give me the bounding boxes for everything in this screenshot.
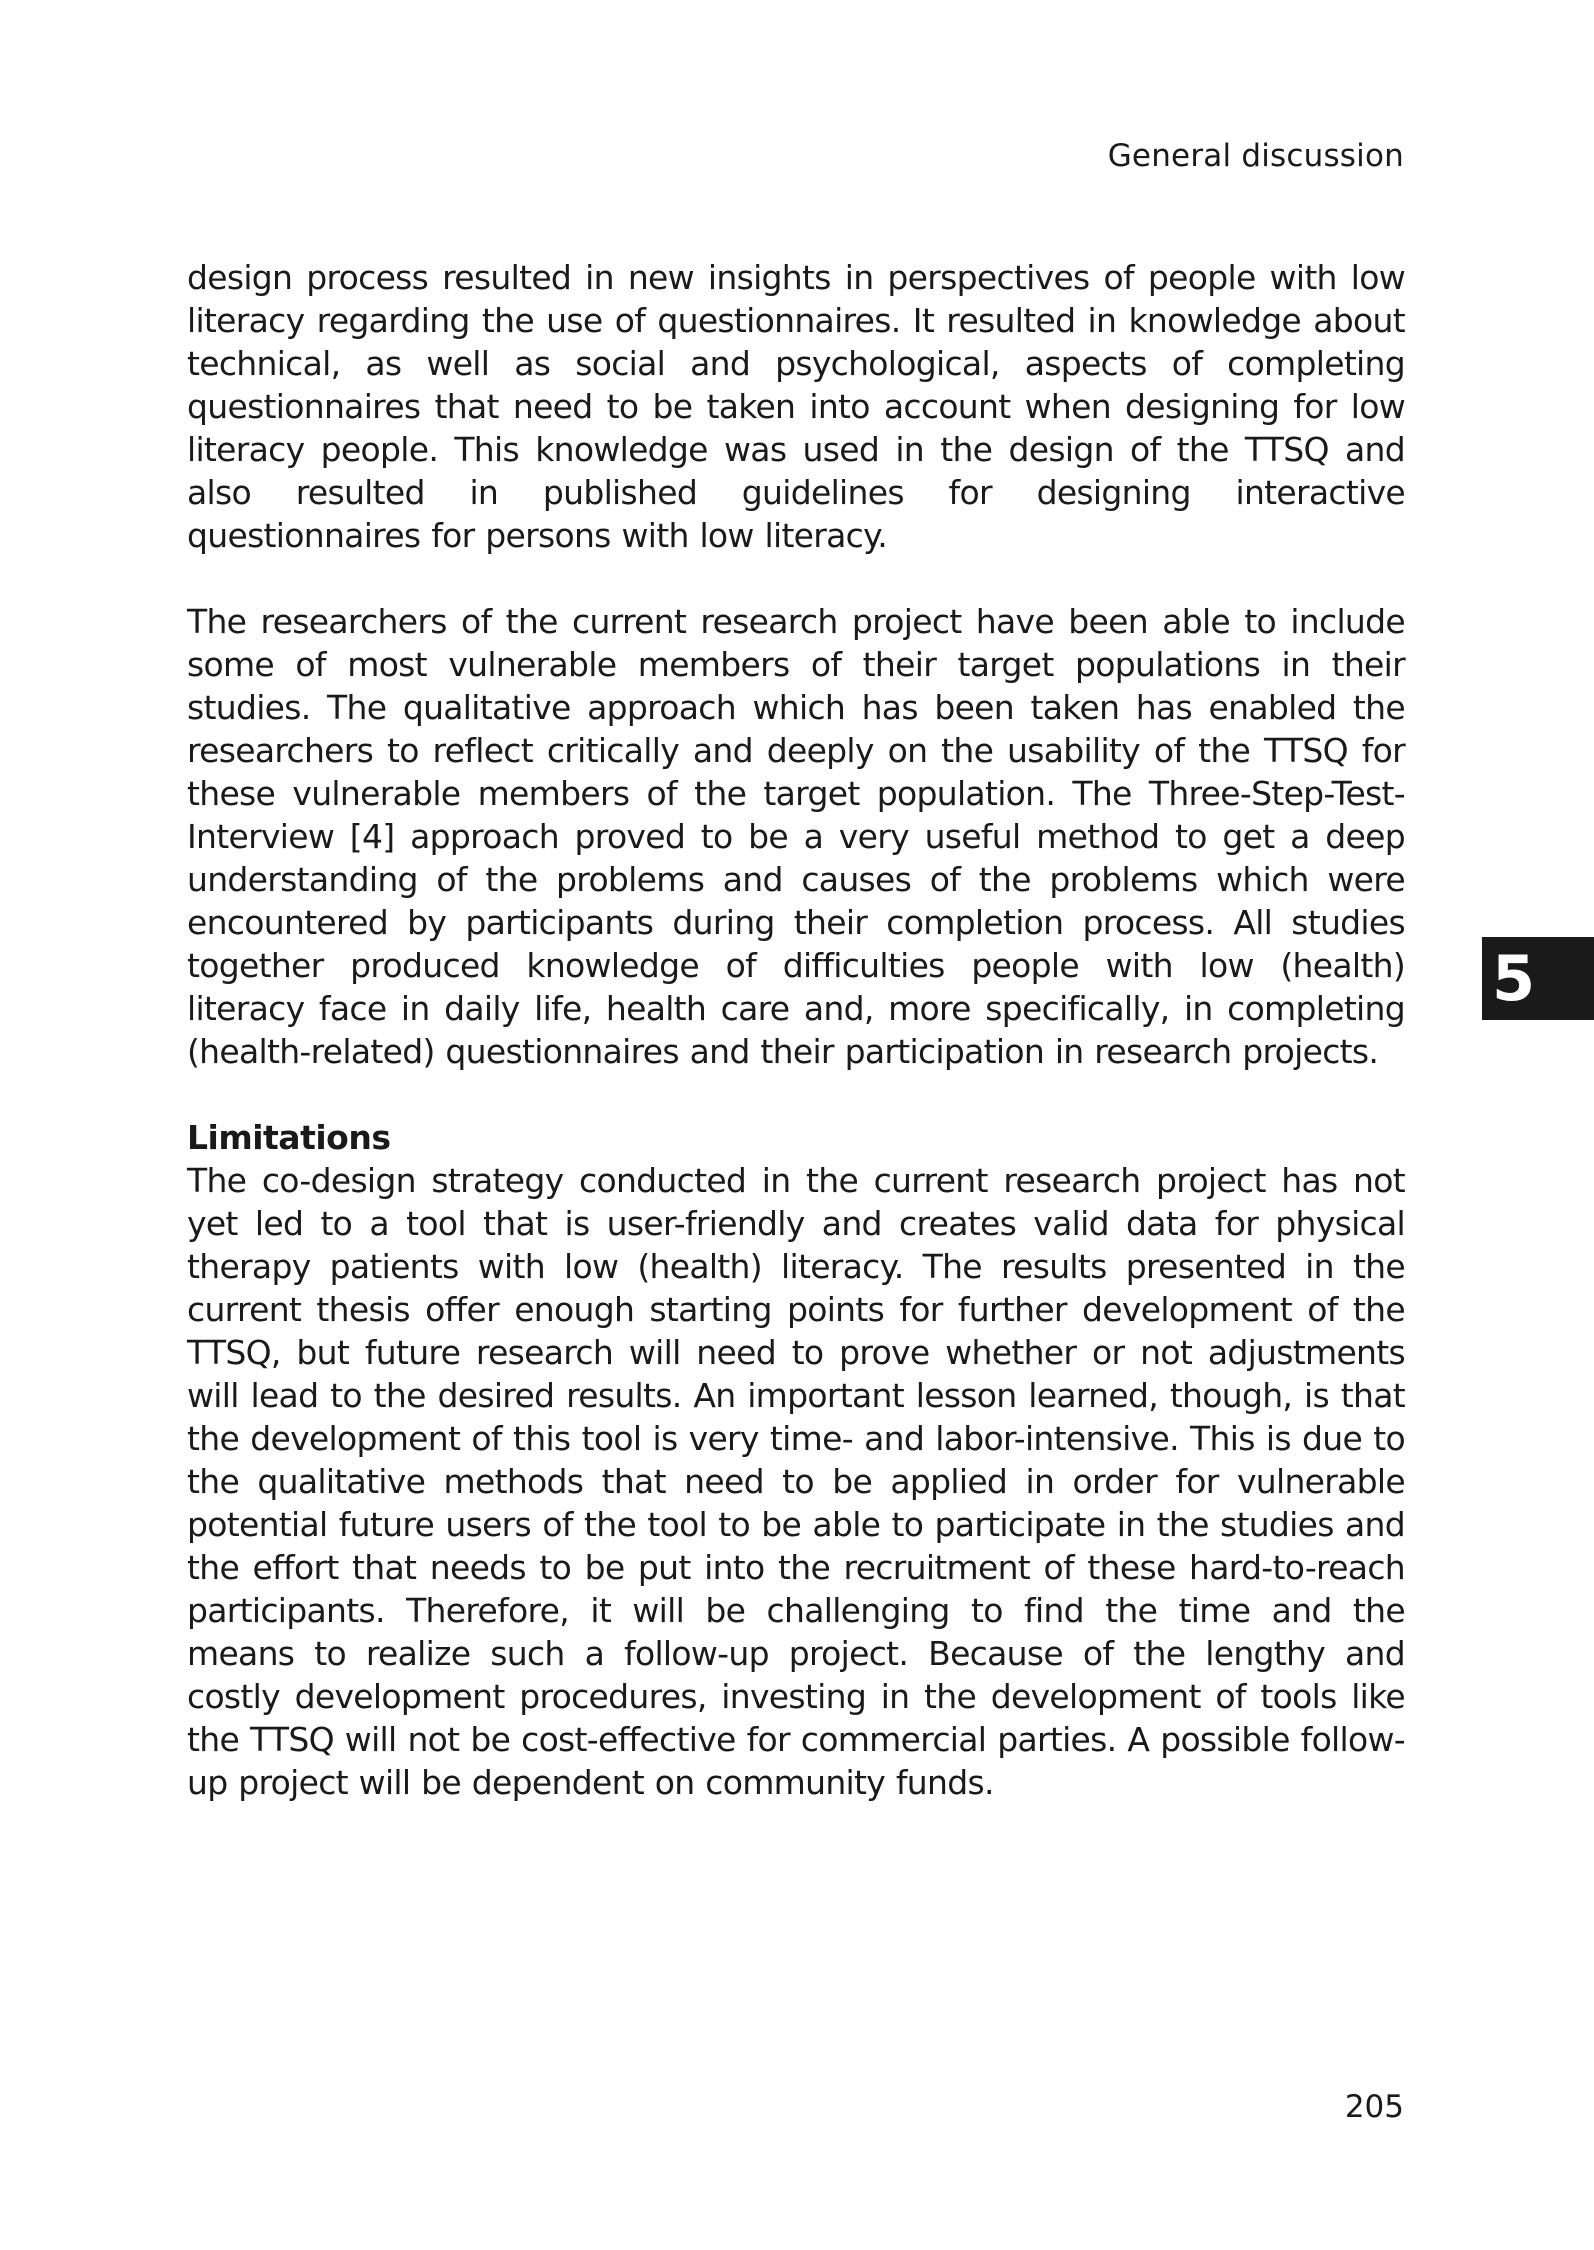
page-body xyxy=(187,256,1405,1804)
page-number: 205 xyxy=(1344,2089,1404,2125)
body-paragraph: The co-design strategy conducted in the current research project has not yet led to a tool that is user-friendly and creates valid data for physical therapy patients with low (health) literacy. The results presented in the current thesis offer enough starting points for further development of the TTSQ, but future research will need to prove whether or not adjustments will lead to the desired results. An important lesson learned, though, is that the development of this tool is very time- and labor-intensive. This is due to the qualitative methods that need to be applied in order for vulnerable potential future users of the tool to be able to participate in the studies and the effort that needs to be put into the recruitment of these hard-to-reach participants. Therefore, it will be challenging to find the time and the means to realize such a follow-up project. Because of the lengthy and costly development procedures, investing in the development of tools like the TTSQ will not be cost-effective for commercial parties. A possible follow-up project will be dependent on community funds. xyxy=(187,1161,1405,1802)
running-header: General discussion xyxy=(1107,138,1404,174)
body-paragraph: design process resulted in new insights in perspectives of people with low literacy regarding the use of questionnaires. It resulted in knowledge about technical, as well as social and psychological, aspects of completing questionnaires that need to be taken into account when designing for low literacy people. This knowledge was used in the design of the TTSQ and also resulted in published guidelines for designing interactive questionnaires for persons with low literacy. xyxy=(187,258,1405,555)
chapter-tab: 5 xyxy=(1482,937,1594,1020)
section-heading-limitations: Limitations xyxy=(187,1118,391,1157)
body-paragraph: The researchers of the current research project have been able to include some of most vulnerable members of their target populations in their studies. The qualitative approach which has been taken has enabled the researchers to reflect critically and deeply on the usability of the TTSQ for these vulnerable members of the target population. The Three-Step-Test-Interview [4] approach proved to be a very useful method to get a deep understanding of the problems and causes of the problems which were encountered by participants during their completion process. All studies together produced knowledge of difficulties people with low (health) literacy face in daily life, health care and, more specifically, in completing (health-related) questionnaires and their participation in research projects. xyxy=(187,602,1405,1071)
